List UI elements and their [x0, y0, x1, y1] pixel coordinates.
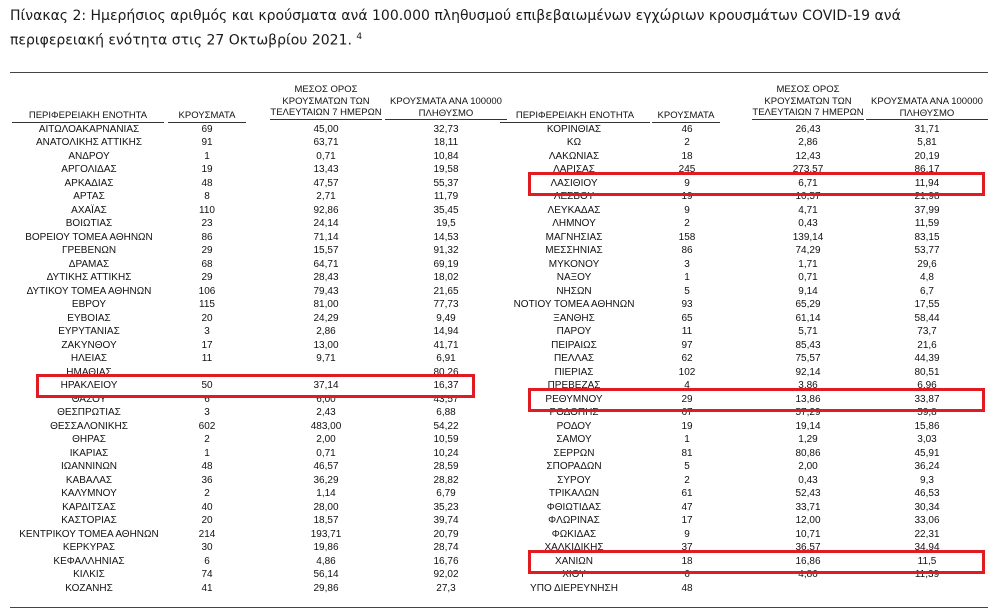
- left-cell-avg: 92,86: [313, 204, 339, 216]
- right-cell-cases: 67: [681, 407, 693, 418]
- right-cell-avg: 12,43: [795, 150, 821, 162]
- right-cell-per100k: 11,94: [914, 177, 940, 189]
- left-cell-region: ΑΧΑΪΑΣ: [71, 204, 107, 216]
- left-cell-avg: 19,86: [313, 542, 339, 553]
- right-cell-per100k: 21,6: [917, 339, 937, 351]
- right-cell-avg: 65,29: [795, 299, 821, 310]
- right-cell-per100k: 11,59: [914, 218, 940, 229]
- right-cell-cases: 48: [681, 582, 693, 594]
- left-cell-cases: 68: [201, 258, 213, 270]
- right-cell-per100k: 46,53: [914, 488, 940, 499]
- left-cell-region: ΕΥΡΥΤΑΝΙΑΣ: [58, 326, 120, 337]
- left-cell-avg: 18,57: [313, 515, 339, 526]
- right-cell-per100k: 5,81: [917, 137, 937, 148]
- right-cell-cases: 2: [684, 218, 690, 229]
- right-cell-avg: 1,29: [798, 434, 818, 445]
- left-cell-region: ΑΡΚΑΔΙΑΣ: [64, 177, 114, 189]
- left-cell-avg: 2,86: [316, 326, 336, 337]
- right-cell-cases: 29: [681, 393, 693, 405]
- right-cell-per100k: 6,7: [920, 285, 934, 297]
- right-cell-avg: 1,71: [798, 258, 818, 270]
- left-cell-cases: 50: [201, 380, 213, 391]
- left-cell-avg: 45,00: [313, 123, 339, 135]
- left-cell-per100k: 6,79: [436, 488, 456, 499]
- caption-text: Πίνακας 2: Ημερήσιος αριθμός και κρούσματα ανά 100.000 πληθυσμού επιβεβαιωμένων εγχώριων κρουσμάτων COVID-19 ανά περιφερειακή ενότητα στις 27 Οκτωβρίου 2021.: [10, 8, 901, 49]
- left-cell-avg: 0,71: [316, 447, 336, 459]
- right-cell-avg: 19,14: [795, 420, 821, 432]
- right-cell-per100k: 15,86: [914, 420, 940, 432]
- left-cell-cases: 2: [204, 488, 210, 499]
- right-cell-region: ΝΑΞΟΥ: [556, 272, 592, 283]
- right-cell-region: ΛΕΥΚΑΔΑΣ: [547, 204, 601, 216]
- right-cell-region: ΣΥΡΟΥ: [557, 474, 591, 486]
- right-cell-avg: 13,86: [795, 393, 821, 405]
- left-cell-cases: 1: [204, 150, 210, 162]
- left-cell-per100k: 20,79: [433, 528, 459, 540]
- left-cell-per100k: 18,11: [433, 137, 459, 148]
- right-cell-cases: 17: [681, 515, 693, 526]
- right-cell-cases: 62: [681, 353, 693, 364]
- left-cell-avg: 28,00: [313, 501, 339, 513]
- right-cell-cases: 6: [684, 569, 690, 580]
- left-cell-cases: 6: [204, 393, 210, 405]
- left-cell-cases: 86: [201, 231, 213, 243]
- right-cell-per100k: 73,7: [917, 326, 937, 337]
- left-header-avg: ΜΕΣΟΣ ΟΡΟΣ ΚΡΟΥΣΜΑΤΩΝ ΤΩΝ ΤΕΛΕΥΤΑΙΩΝ 7 ΗΜΕΡΩΝ: [270, 84, 382, 118]
- left-cell-avg: 483,00: [310, 420, 342, 432]
- left-cell-cases: 48: [201, 461, 213, 472]
- left-cell-avg: 64,71: [313, 258, 339, 270]
- left-cell-per100k: 27,3: [436, 582, 456, 594]
- table-bottom-rule: [10, 607, 988, 608]
- right-cell-cases: 86: [681, 245, 693, 256]
- right-cell-region: ΠΑΡΟΥ: [556, 326, 592, 337]
- right-cell-cases: 81: [681, 447, 693, 459]
- right-cell-avg: 52,43: [795, 488, 821, 499]
- right-cell-cases: 3: [684, 258, 690, 270]
- left-cell-avg: 1,14: [316, 488, 336, 499]
- right-cell-region: ΠΡΕΒΕΖΑΣ: [547, 380, 601, 391]
- left-cell-cases: 602: [198, 420, 216, 432]
- right-cell-region: ΡΕΘΥΜΝΟΥ: [545, 393, 603, 405]
- left-cell-region: ΚΑΒΑΛΑΣ: [65, 474, 113, 486]
- right-cell-avg: 5,71: [798, 326, 818, 337]
- right-cell-avg: 10,57: [795, 191, 821, 202]
- right-cell-avg: 2,00: [798, 461, 818, 472]
- right-cell-region: ΚΩ: [566, 137, 582, 148]
- left-cell-region: ΙΚΑΡΙΑΣ: [69, 447, 109, 459]
- right-cell-avg: 33,71: [795, 501, 821, 513]
- right-cell-cases: 1: [684, 434, 690, 445]
- right-cell-region: ΛΑΡΙΣΑΣ: [553, 164, 595, 175]
- right-cell-cases: 97: [681, 339, 693, 351]
- left-cell-per100k: 10,59: [433, 434, 459, 445]
- right-cell-per100k: 20,19: [914, 150, 940, 162]
- right-cell-region: ΧΑΛΚΙΔΙΚΗΣ: [544, 542, 604, 553]
- right-cell-avg: 0,71: [798, 272, 818, 283]
- left-cell-cases: 3: [204, 407, 210, 418]
- left-cell-avg: 9,71: [316, 353, 336, 364]
- right-cell-region: ΠΕΙΡΑΙΩΣ: [551, 339, 597, 351]
- right-cell-region: ΦΛΩΡΙΝΑΣ: [548, 515, 600, 526]
- left-cell-cases: 214: [198, 528, 216, 540]
- left-cell-cases: 3: [204, 326, 210, 337]
- right-cell-per100k: 30,34: [914, 501, 940, 513]
- left-cell-region: ΚΑΣΤΟΡΙΑΣ: [61, 515, 117, 526]
- left-cell-region: ΚΕΡΚΥΡΑΣ: [62, 542, 116, 553]
- right-cell-cases: 93: [681, 299, 693, 310]
- right-cell-per100k: 11,39: [914, 569, 940, 580]
- right-cell-per100k: 29,6: [917, 258, 937, 270]
- right-cell-cases: 9: [684, 528, 690, 540]
- left-cell-per100k: 16,76: [433, 555, 459, 567]
- left-cell-per100k: 9,49: [436, 312, 456, 324]
- right-cell-region: ΣΠΟΡΑΔΩΝ: [546, 461, 602, 472]
- left-header-per100k: ΚΡΟΥΣΜΑΤΑ ΑΝΑ 100000 ΠΛΗΘΥΣΜΟ: [385, 96, 507, 120]
- right-cell-avg: 273,57: [792, 164, 824, 175]
- right-cell-cases: 65: [681, 312, 693, 324]
- left-cell-cases: 29: [201, 272, 213, 283]
- left-cell-cases: 6: [204, 555, 210, 567]
- left-cell-region: ΕΥΒΟΙΑΣ: [67, 312, 111, 324]
- left-cell-avg: 24,29: [313, 312, 339, 324]
- left-cell-avg: 13,43: [313, 164, 339, 175]
- left-cell-per100k: 28,82: [433, 474, 459, 486]
- left-cell-region: ΒΟΙΩΤΙΑΣ: [65, 218, 113, 229]
- left-cell-region: ΑΙΤΩΛΟΑΚΑΡΝΑΝΙΑΣ: [38, 123, 140, 135]
- right-cell-region: ΦΘΙΩΤΙΔΑΣ: [546, 501, 602, 513]
- right-cell-region: ΧΑΝΙΩΝ: [554, 555, 594, 567]
- right-cell-avg: 85,43: [795, 339, 821, 351]
- right-cell-cases: 46: [681, 123, 693, 135]
- left-cell-per100k: 14,53: [433, 231, 459, 243]
- right-cell-cases: 61: [681, 488, 693, 499]
- left-cell-avg: 2,71: [316, 191, 336, 202]
- left-cell-avg: 0,71: [316, 150, 336, 162]
- right-cell-region: ΜΥΚΟΝΟΥ: [548, 258, 600, 270]
- right-cell-avg: 3,86: [798, 380, 818, 391]
- left-cell-region: ΖΑΚΥΝΘΟΥ: [61, 339, 117, 351]
- right-cell-cases: 245: [678, 164, 696, 175]
- left-cell-cases: 19: [201, 164, 213, 175]
- right-cell-per100k: 22,31: [914, 528, 940, 540]
- right-cell-per100k: 58,44: [914, 312, 940, 324]
- left-cell-avg: 15,57: [313, 245, 339, 256]
- left-cell-avg: 46,57: [313, 461, 339, 472]
- left-cell-per100k: 92,02: [433, 569, 459, 580]
- right-cell-region: ΝΗΣΩΝ: [556, 285, 592, 297]
- left-cell-cases: 48: [201, 177, 213, 189]
- right-cell-per100k: 17,55: [914, 299, 940, 310]
- right-header-avg: ΜΕΣΟΣ ΟΡΟΣ ΚΡΟΥΣΜΑΤΩΝ ΤΩΝ ΤΕΛΕΥΤΑΙΩΝ 7 ΗΜΕΡΩΝ: [752, 84, 864, 118]
- right-cell-avg: 4,71: [798, 204, 818, 216]
- caption-footnote: 4: [356, 32, 363, 42]
- right-cell-avg: 74,29: [795, 245, 821, 256]
- right-cell-cases: 47: [681, 501, 693, 513]
- right-cell-per100k: 83,15: [914, 231, 940, 243]
- right-cell-region: ΠΙΕΡΙΑΣ: [554, 366, 594, 378]
- left-cell-per100k: 19,58: [433, 164, 459, 175]
- right-cell-region: ΣΑΜΟΥ: [556, 434, 592, 445]
- left-cell-per100k: 77,73: [433, 299, 459, 310]
- left-cell-avg: 71,14: [313, 231, 339, 243]
- left-cell-avg: 193,71: [310, 528, 342, 540]
- left-cell-region: ΔΥΤΙΚΗΣ ΑΤΤΙΚΗΣ: [46, 272, 132, 283]
- right-cell-per100k: 6,96: [917, 380, 937, 391]
- left-cell-cases: 17: [201, 339, 213, 351]
- left-cell-avg: 79,43: [313, 285, 339, 297]
- right-cell-avg: 61,14: [795, 312, 821, 324]
- left-cell-region: ΚΟΖΑΝΗΣ: [65, 582, 113, 594]
- left-cell-region: ΚΕΦΑΛΛΗΝΙΑΣ: [53, 555, 125, 567]
- right-cell-region: ΠΕΛΛΑΣ: [553, 353, 595, 364]
- right-cell-per100k: 9,3: [920, 474, 934, 486]
- left-cell-region: ΗΡΑΚΛΕΙΟΥ: [60, 380, 118, 391]
- left-cell-per100k: 39,74: [433, 515, 459, 526]
- right-cell-cases: 18: [681, 555, 693, 567]
- left-cell-avg: 37,14: [313, 380, 339, 391]
- left-cell-avg: 13,00: [313, 339, 339, 351]
- right-cell-per100k: 3,03: [917, 434, 937, 445]
- left-cell-avg: 56,14: [313, 569, 339, 580]
- left-cell-per100k: 6,88: [436, 407, 456, 418]
- right-cell-cases: 9: [684, 204, 690, 216]
- left-cell-cases: 2: [204, 434, 210, 445]
- left-cell-per100k: 10,24: [433, 447, 459, 459]
- left-cell-avg: 2,43: [316, 407, 336, 418]
- left-cell-per100k: 14,94: [433, 326, 459, 337]
- right-cell-avg: 0,43: [798, 474, 818, 486]
- right-cell-region: ΜΕΣΣΗΝΙΑΣ: [545, 245, 603, 256]
- left-cell-per100k: 16,37: [433, 380, 459, 391]
- left-cell-avg: 63,71: [313, 137, 339, 148]
- right-cell-per100k: 44,39: [914, 353, 940, 364]
- right-cell-avg: 6,71: [798, 177, 818, 189]
- right-cell-region: ΛΑΣΙΘΙΟΥ: [550, 177, 598, 189]
- left-cell-per100k: 11,79: [433, 191, 459, 202]
- right-cell-per100k: 33,06: [914, 515, 940, 526]
- left-cell-per100k: 18,02: [433, 272, 459, 283]
- right-cell-cases: 4: [684, 380, 690, 391]
- left-cell-per100k: 21,65: [433, 285, 459, 297]
- right-cell-avg: 0,43: [798, 218, 818, 229]
- right-cell-cases: 19: [681, 420, 693, 432]
- right-cell-per100k: 36,24: [914, 461, 940, 472]
- left-cell-cases: 23: [201, 218, 213, 229]
- right-cell-per100k: 4,8: [920, 272, 934, 283]
- right-cell-region: ΡΟΔΟΥ: [556, 420, 592, 432]
- left-cell-per100k: 28,59: [433, 461, 459, 472]
- left-cell-per100k: 69,19: [433, 258, 459, 270]
- left-cell-per100k: 35,45: [433, 204, 459, 216]
- right-cell-cases: 1: [684, 272, 690, 283]
- left-cell-per100k: 6,91: [436, 353, 456, 364]
- right-cell-cases: 11: [681, 326, 693, 337]
- right-cell-avg: 57,29: [795, 407, 821, 418]
- right-cell-per100k: 59,8: [917, 407, 937, 418]
- left-cell-cases: 41: [201, 582, 213, 594]
- left-cell-region: ΚΑΛΥΜΝΟΥ: [61, 488, 117, 499]
- left-cell-avg: 47,57: [313, 177, 339, 189]
- left-cell-cases: 20: [201, 312, 213, 324]
- left-cell-region: ΔΥΤΙΚΟΥ ΤΟΜΕΑ ΑΘΗΝΩΝ: [26, 285, 152, 297]
- right-cell-cases: 158: [678, 231, 696, 243]
- right-cell-cases: 18: [681, 150, 693, 162]
- right-cell-region: ΝΟΤΙΟΥ ΤΟΜΕΑ ΑΘΗΝΩΝ: [513, 299, 635, 310]
- right-header-cases: ΚΡΟΥΣΜΑΤΑ: [652, 110, 720, 123]
- right-cell-cases: 2: [684, 474, 690, 486]
- left-cell-cases: 115: [199, 299, 215, 310]
- left-cell-avg: 81,00: [313, 299, 339, 310]
- right-cell-avg: 2,86: [798, 137, 818, 148]
- left-cell-region: ΑΝΔΡΟΥ: [68, 150, 110, 162]
- right-cell-region: ΚΟΡΙΝΘΙΑΣ: [546, 123, 602, 135]
- left-cell-per100k: 54,22: [433, 420, 459, 432]
- right-cell-region: ΣΕΡΡΩΝ: [553, 447, 595, 459]
- right-cell-per100k: 11,5: [917, 555, 937, 567]
- left-cell-per100k: 10,84: [433, 150, 459, 162]
- left-cell-avg: 24,14: [313, 218, 339, 229]
- left-cell-per100k: 80,26: [433, 366, 459, 378]
- left-cell-per100k: 41,71: [433, 339, 459, 351]
- right-cell-avg: 4,86: [798, 569, 818, 580]
- right-cell-region: ΥΠΟ ΔΙΕΡΕΥΝΗΣΗ: [530, 582, 618, 594]
- left-cell-per100k: 55,37: [433, 177, 459, 189]
- highlight-box: [36, 374, 475, 398]
- left-cell-region: ΘΕΣΣΑΛΟΝΙΚΗΣ: [50, 420, 128, 432]
- left-cell-per100k: 28,74: [433, 542, 459, 553]
- left-cell-cases: 30: [201, 542, 213, 553]
- left-cell-per100k: 35,23: [433, 501, 459, 513]
- highlight-box: [528, 172, 985, 196]
- right-cell-avg: 92,14: [795, 366, 821, 378]
- highlight-box: [528, 550, 985, 574]
- right-cell-region: ΦΩΚΙΔΑΣ: [551, 528, 597, 540]
- left-cell-region: ΗΛΕΙΑΣ: [70, 353, 108, 364]
- left-cell-region: ΑΡΤΑΣ: [73, 191, 105, 202]
- left-cell-region: ΑΝΑΤΟΛΙΚΗΣ ΑΤΤΙΚΗΣ: [35, 137, 143, 148]
- right-cell-avg: 16,86: [795, 555, 821, 567]
- left-cell-region: ΗΜΑΘΙΑΣ: [66, 366, 112, 378]
- right-cell-avg: 12,00: [795, 515, 821, 526]
- left-cell-cases: 69: [201, 123, 213, 135]
- right-cell-avg: 9,14: [798, 285, 818, 297]
- right-cell-avg: 80,86: [795, 447, 821, 459]
- right-cell-cases: 5: [684, 461, 690, 472]
- right-cell-region: ΞΑΝΘΗΣ: [553, 312, 595, 324]
- left-cell-cases: 40: [201, 501, 213, 513]
- left-cell-cases: 29: [201, 245, 213, 256]
- left-cell-avg: 36,29: [313, 474, 339, 486]
- left-cell-per100k: 32,73: [433, 123, 459, 135]
- left-cell-cases: 8: [204, 191, 210, 202]
- right-cell-region: ΡΟΔΟΠΗΣ: [549, 407, 599, 418]
- right-cell-cases: 5: [684, 285, 690, 297]
- left-cell-per100k: 19,5: [436, 218, 456, 229]
- highlight-box: [528, 388, 985, 412]
- left-cell-per100k: 91,32: [433, 245, 459, 256]
- left-cell-region: ΔΡΑΜΑΣ: [68, 258, 110, 270]
- right-cell-per100k: 80,51: [914, 366, 940, 378]
- left-cell-region: ΚΙΛΚΙΣ: [73, 569, 105, 580]
- left-header-region: ΠΕΡΙΦΕΡΕΙΑΚΗ ΕΝΟΤΗΤΑ: [12, 110, 164, 123]
- left-cell-cases: 106: [198, 285, 216, 297]
- right-cell-region: ΛΑΚΩΝΙΑΣ: [548, 150, 600, 162]
- left-cell-cases: 91: [201, 137, 213, 148]
- right-cell-per100k: 53,77: [914, 245, 940, 256]
- left-cell-cases: 11: [201, 353, 213, 364]
- left-cell-region: ΑΡΓΟΛΙΔΑΣ: [61, 164, 117, 175]
- right-cell-per100k: 21,98: [914, 191, 940, 202]
- right-cell-per100k: 86,17: [914, 164, 940, 175]
- right-cell-cases: 102: [678, 366, 696, 378]
- right-cell-region: ΜΑΓΝΗΣΙΑΣ: [545, 231, 603, 243]
- left-cell-region: ΘΗΡΑΣ: [72, 434, 106, 445]
- left-cell-cases: 20: [201, 515, 213, 526]
- right-cell-per100k: 34,94: [914, 542, 940, 553]
- left-cell-region: ΘΑΣΟΥ: [71, 393, 107, 405]
- left-cell-cases: 74: [201, 569, 213, 580]
- right-cell-cases: 19: [681, 191, 693, 202]
- left-cell-cases: 36: [201, 474, 213, 486]
- left-cell-avg: 4,86: [316, 555, 336, 567]
- left-cell-region: ΓΡΕΒΕΝΩΝ: [61, 245, 117, 256]
- left-cell-region: ΒΟΡΕΙΟΥ ΤΟΜΕΑ ΑΘΗΝΩΝ: [25, 231, 153, 243]
- table-top-rule: [10, 72, 988, 73]
- right-cell-cases: 9: [684, 177, 690, 189]
- right-cell-per100k: 45,91: [914, 447, 940, 459]
- left-cell-region: ΙΩΑΝΝΙΝΩΝ: [60, 461, 118, 472]
- right-cell-cases: 2: [684, 137, 690, 148]
- left-cell-region: ΚΑΡΔΙΤΣΑΣ: [62, 501, 116, 513]
- left-cell-cases: 110: [199, 204, 215, 216]
- left-cell-avg: 6,00: [316, 393, 336, 405]
- left-cell-region: ΚΕΝΤΡΙΚΟΥ ΤΟΜΕΑ ΑΘΗΝΩΝ: [19, 528, 159, 540]
- left-cell-region: ΘΕΣΠΡΩΤΙΑΣ: [57, 407, 121, 418]
- right-cell-region: ΧΙΟΥ: [562, 569, 586, 580]
- left-cell-avg: 28,43: [313, 272, 339, 283]
- right-cell-per100k: 33,87: [914, 393, 940, 405]
- left-cell-avg: 2,00: [316, 434, 336, 445]
- right-cell-avg: 36,57: [795, 542, 821, 553]
- left-cell-per100k: 43,57: [433, 393, 459, 405]
- right-cell-per100k: 37,99: [914, 204, 940, 216]
- right-header-region: ΠΕΡΙΦΕΡΕΙΑΚΗ ΕΝΟΤΗΤΑ: [500, 110, 650, 123]
- left-cell-cases: 1: [204, 447, 210, 459]
- table-caption: [10, 6, 985, 52]
- right-cell-region: ΛΗΜΝΟΥ: [552, 218, 596, 229]
- right-cell-avg: 26,43: [795, 123, 821, 135]
- right-header-per100k: ΚΡΟΥΣΜΑΤΑ ΑΝΑ 100000 ΠΛΗΘΥΣΜΟ: [866, 96, 988, 120]
- right-cell-avg: 75,57: [795, 353, 821, 364]
- right-cell-per100k: 31,71: [914, 123, 940, 135]
- right-cell-avg: 10,71: [795, 528, 821, 540]
- right-cell-cases: 37: [681, 542, 693, 553]
- right-cell-region: ΛΕΣΒΟΥ: [553, 191, 595, 202]
- left-cell-region: ΕΒΡΟΥ: [71, 299, 107, 310]
- left-header-cases: ΚΡΟΥΣΜΑΤΑ: [168, 110, 246, 123]
- left-cell-avg: 29,86: [313, 582, 339, 594]
- right-cell-avg: 139,14: [792, 231, 824, 243]
- right-cell-region: ΤΡΙΚΑΛΩΝ: [548, 488, 600, 499]
